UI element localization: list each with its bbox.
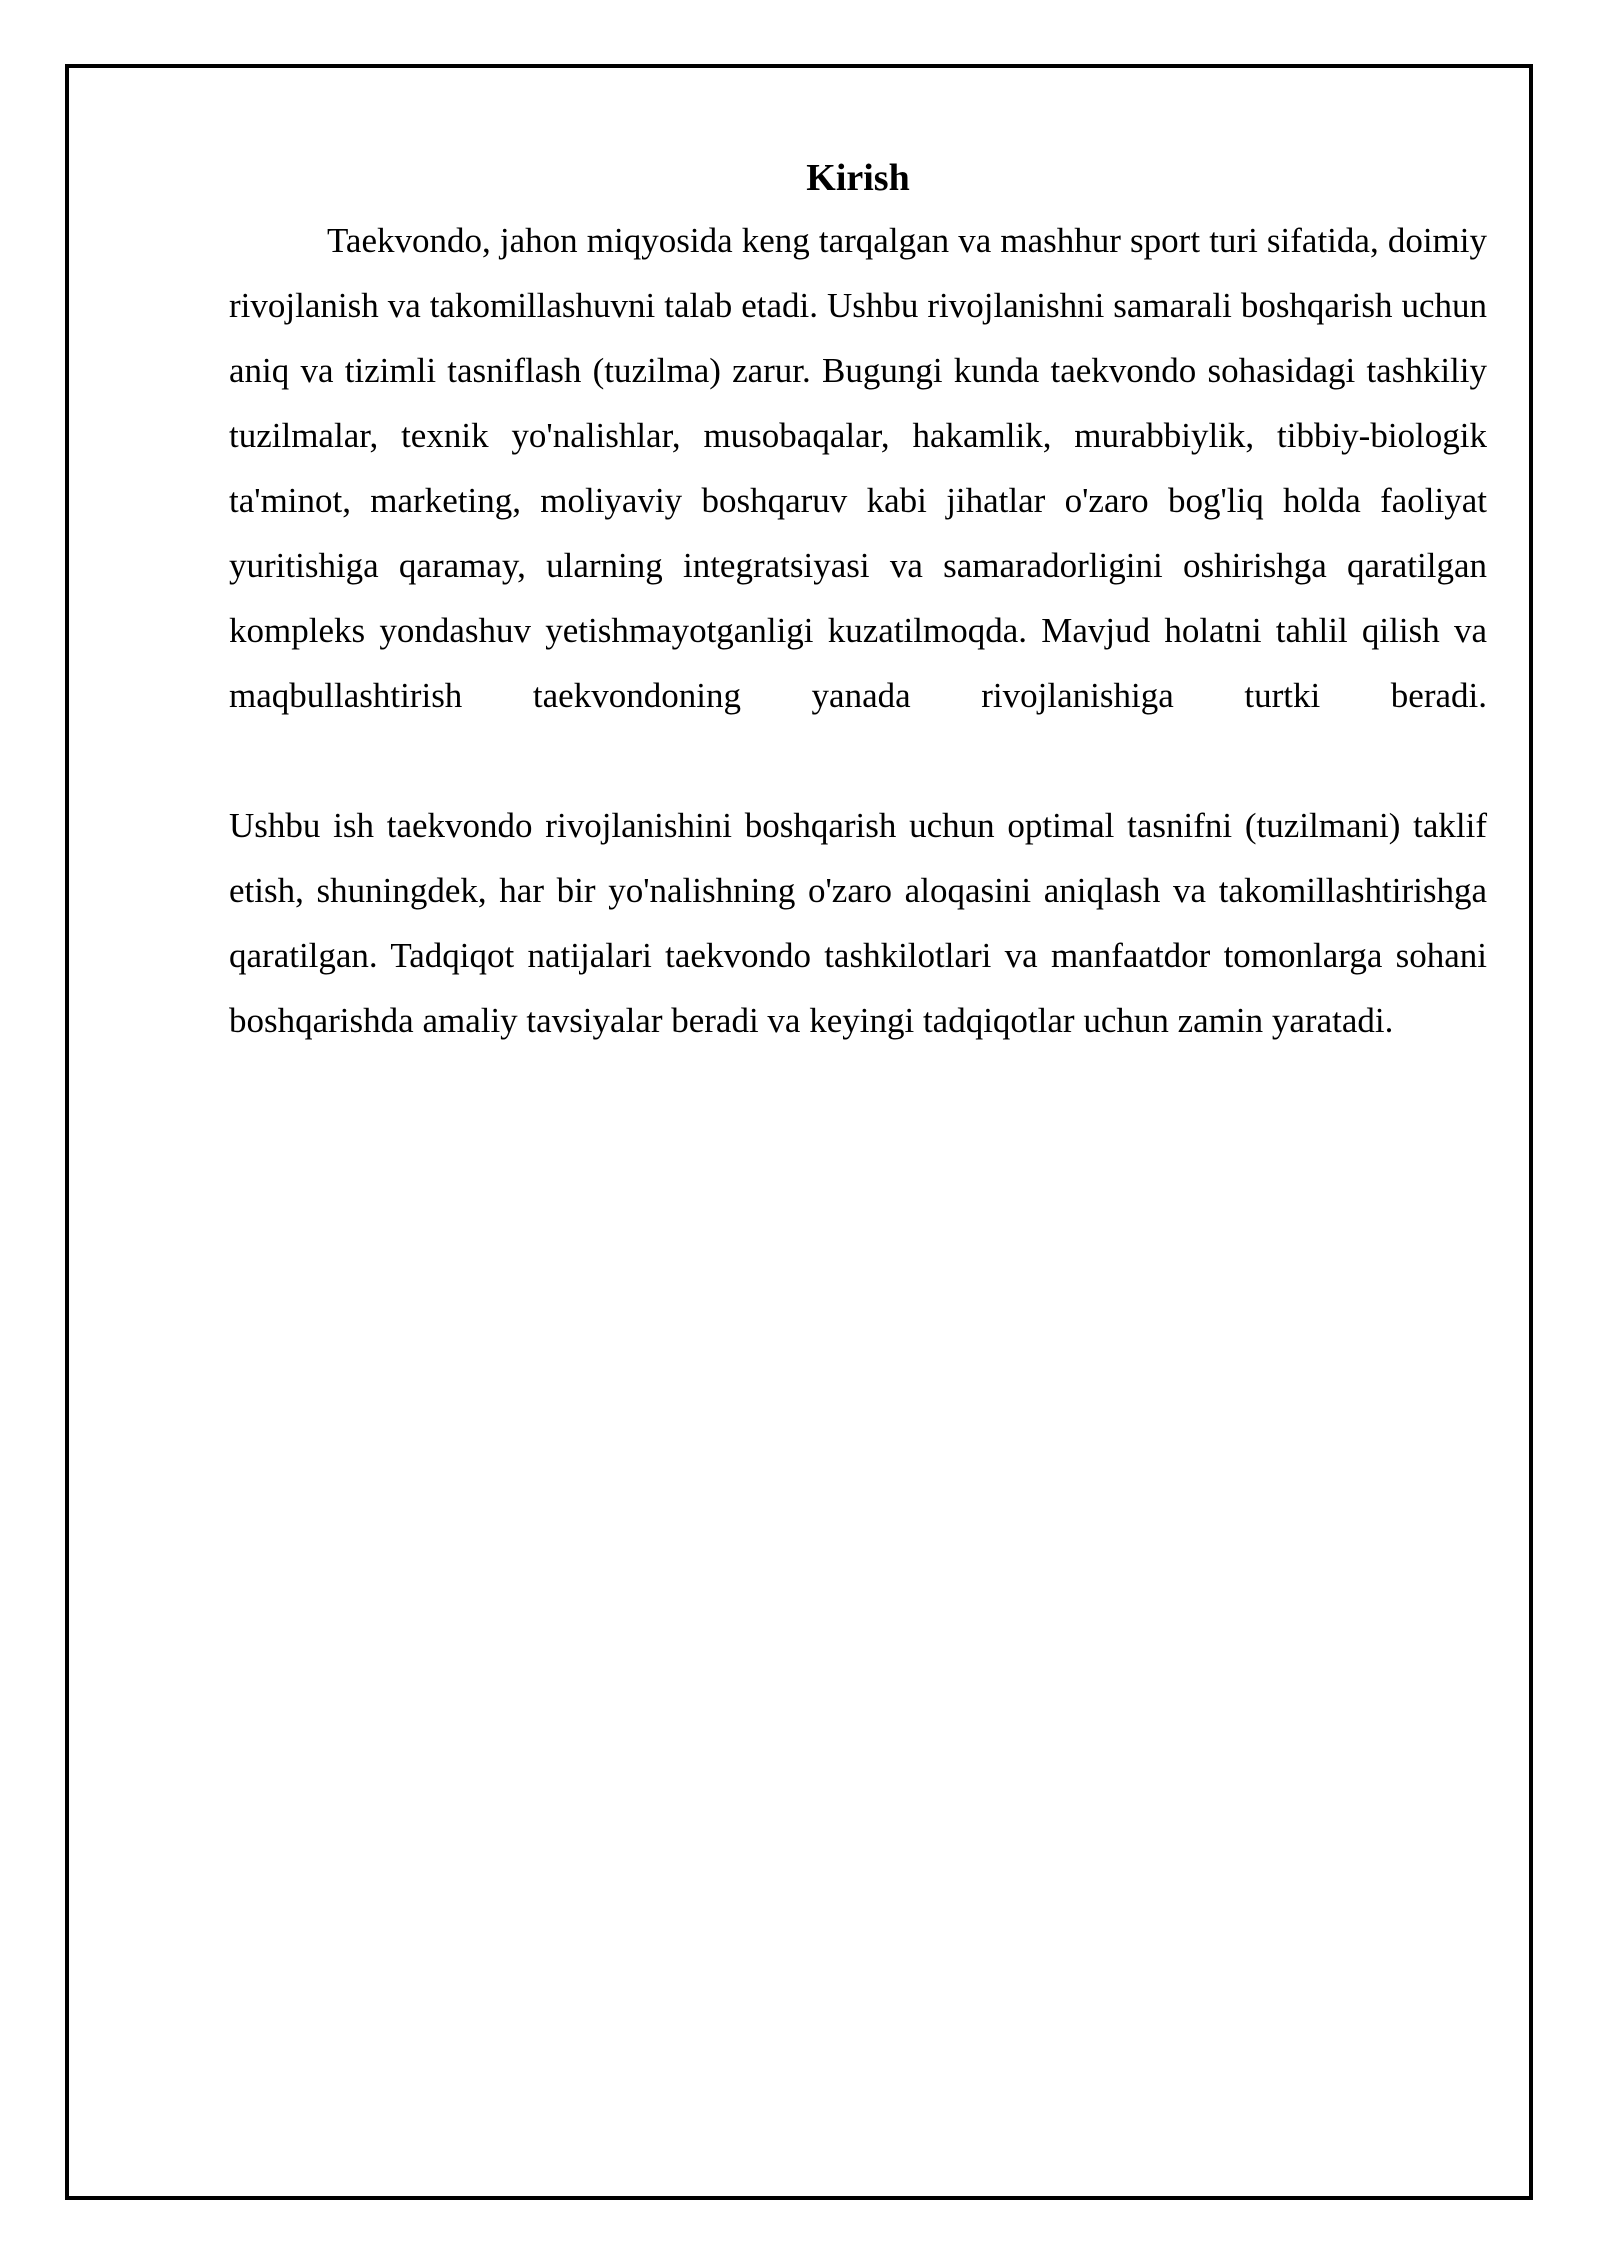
document-body xyxy=(229,148,1487,1053)
paragraph-aim: Ushbu ish taekvondo rivojlanishini boshqarish uchun optimal tasnifni (tuzilmani) taklif etish, shuningdek, har bir yo'nalishning o'zaro aloqasini aniqlash va takomillashtirishga qaratilgan. Tadqiqot natijalari taekvondo tashkilotlari va manfaatdor tomonlarga sohani boshqarishda amaliy tavsiyalar beradi va keyingi tadqiqotlar uchun zamin yaratadi. xyxy=(229,806,1487,1040)
page-title: Kirish xyxy=(806,157,910,199)
paragraph-spacer xyxy=(229,728,1487,793)
paragraph-intro: Taekvondo, jahon miqyosida keng tarqalgan va mashhur sport turi sifatida, doimiy rivojlanish va takomillashuvni talab etadi. Ushbu rivojlanishni samarali boshqarish uchun aniq va tizimli tasniflash (tuzilma) zarur. Bugungi kunda taekvondo sohasidagi tashkiliy tuzilmalar, texnik yo'nalishlar, musobaqalar, hakamlik, murabbiylik, tibbiy-biologik ta'minot, marketing, moliyaviy boshqaruv kabi jihatlar o'zaro bog'liq holda faoliyat yuritishiga qaramay, ularning integratsiyasi va samaradorligini oshirishga qaratilgan kompleks yondashuv yetishmayotganligi kuzatilmoqda. Mavjud holatni tahlil qilish va maqbullashtirish taekvondoning yanada rivojlanishiga turtki beradi. xyxy=(229,221,1487,715)
